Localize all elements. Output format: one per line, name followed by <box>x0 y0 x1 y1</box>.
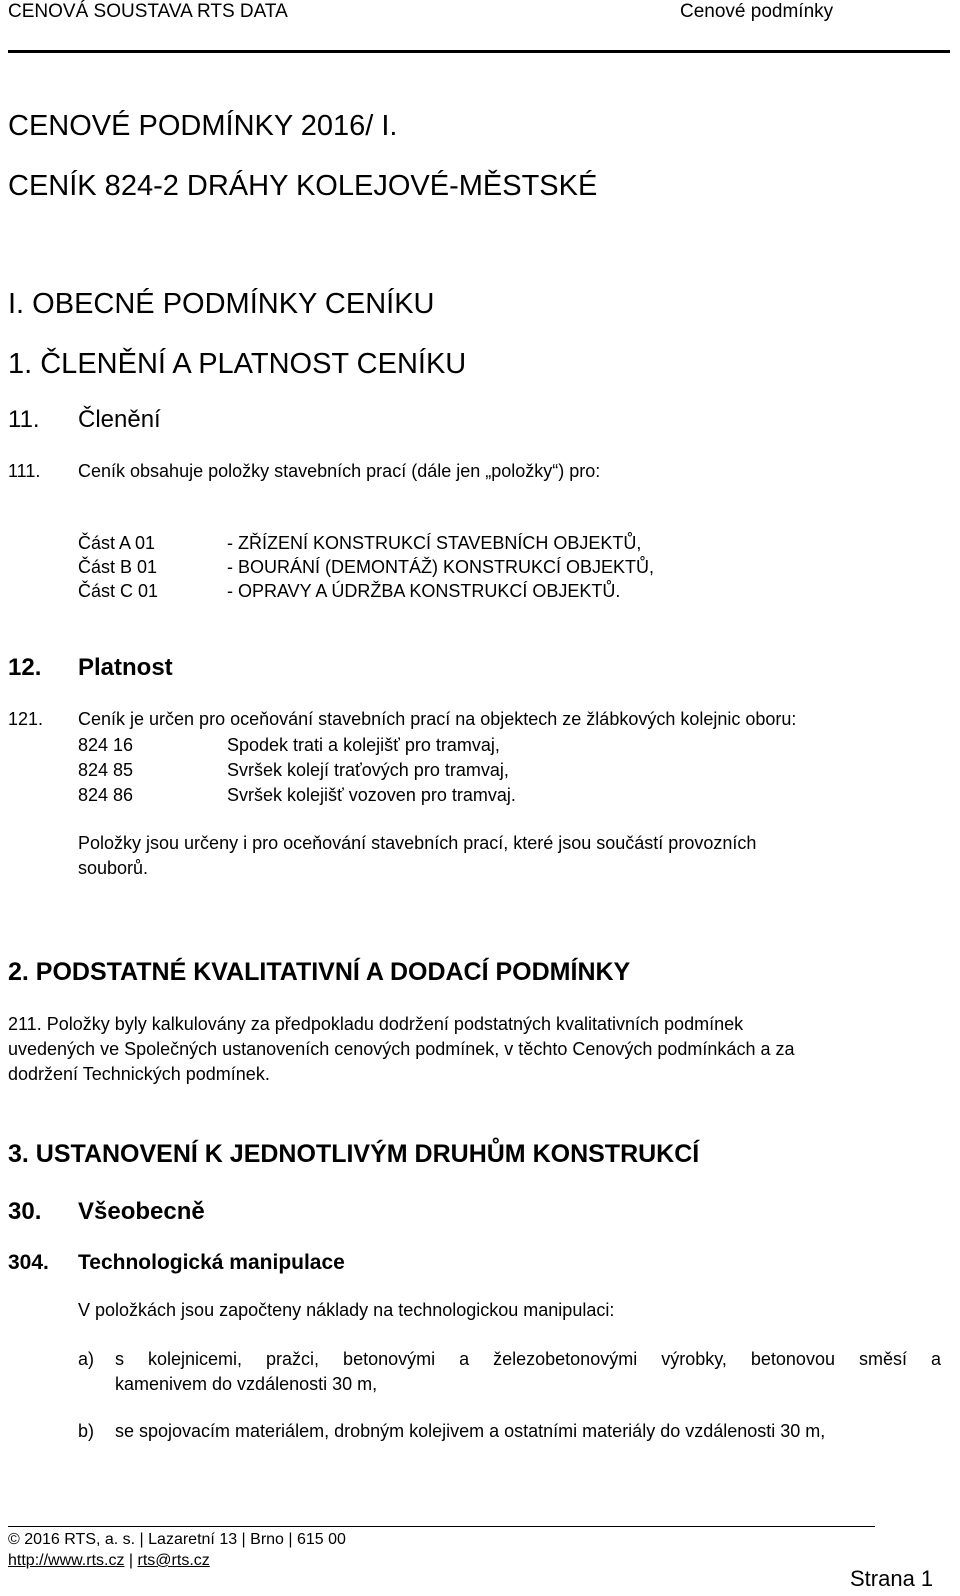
s304-intro: V položkách jsou započteny náklady na technologickou manipulaci: <box>78 1300 615 1320</box>
s121-note-line1: Položky jsou určeny i pro oceňování stavebních prací, které jsou součástí provozních <box>78 833 757 853</box>
s211-line1: 211. Položky byly kalkulovány za předpokladu dodržení podstatných kvalitativních podmínek <box>8 1014 744 1034</box>
section-i-heading: I. OBECNÉ PODMÍNKY CENÍKU <box>8 288 435 320</box>
part-desc: - ZŘÍZENÍ KONSTRUKCÍ STAVEBNÍCH OBJEKTŮ, <box>227 533 642 553</box>
title-line1: CENOVÉ PODMÍNKY 2016/ I. <box>8 110 398 142</box>
header-divider <box>8 50 950 53</box>
s211-line2: uvedených ve Společných ustanoveních cenových podmínek, v těchto Cenových podmínkách a za <box>8 1039 795 1059</box>
email-link[interactable]: rts@rts.cz <box>137 1552 210 1569</box>
part-desc: - BOURÁNÍ (DEMONTÁŽ) KONSTRUKCÍ OBJEKTŮ, <box>227 557 655 577</box>
website-link[interactable]: http://www.rts.cz <box>8 1552 125 1569</box>
list-item-a-line2: kamenivem do vzdálenosti 30 m, <box>115 1374 378 1394</box>
s11-title: Členění <box>78 406 161 433</box>
s121-note-line2: souborů. <box>78 858 149 878</box>
part-code: Část C 01 <box>78 581 159 601</box>
s111-number: 111. <box>8 461 41 481</box>
obor-code: 824 86 <box>78 785 134 805</box>
s121-text: Ceník je určen pro oceňování stavebních prací na objektech ze žlábkových kolejnic oboru: <box>78 709 797 729</box>
footer-divider <box>8 1526 875 1527</box>
part-desc: - OPRAVY A ÚDRŽBA KONSTRUKCÍ OBJEKTŮ. <box>227 581 621 601</box>
footer-contact <box>8 1552 210 1570</box>
obor-code: 824 85 <box>78 760 134 780</box>
s30-number: 30. <box>8 1198 42 1225</box>
part-code: Část A 01 <box>78 533 156 553</box>
s111-text: Ceník obsahuje položky stavebních prací (dále jen „položky“) pro: <box>78 461 601 481</box>
title-line2: CENÍK 824-2 DRÁHY KOLEJOVÉ-MĚSTSKÉ <box>8 170 598 202</box>
list-item-a-line1: s kolejnicemi, pražci, betonovými a železobetonovými výrobky, betonovou směsí a <box>115 1349 941 1369</box>
section-2-heading: 2. PODSTATNÉ KVALITATIVNÍ A DODACÍ PODMÍNKY <box>8 958 631 986</box>
s12-number: 12. <box>8 654 42 681</box>
footer-address: © 2016 RTS, a. s. | Lazaretní 13 | Brno | 615 00 <box>8 1531 346 1548</box>
header-right: Cenové podmínky <box>680 1 834 22</box>
s121-number: 121. <box>8 709 44 729</box>
obor-desc: Svršek kolejišť vozoven pro tramvaj. <box>227 785 516 805</box>
obor-desc: Svršek kolejí traťových pro tramvaj, <box>227 760 509 780</box>
s211-line3: dodržení Technických podmínek. <box>8 1064 270 1084</box>
section-3-heading: 3. USTANOVENÍ K JEDNOTLIVÝM DRUHŮM KONSTRUKCÍ <box>8 1140 700 1168</box>
obor-desc: Spodek trati a kolejišť pro tramvaj, <box>227 735 500 755</box>
s12-title: Platnost <box>78 654 173 681</box>
s30-title: Všeobecně <box>78 1198 205 1225</box>
part-code: Část B 01 <box>78 557 158 577</box>
list-item-b-line1: se spojovacím materiálem, drobným kolejivem a ostatními materiály do vzdálenosti 30 m, <box>115 1421 826 1441</box>
section-1-heading: 1. ČLENĚNÍ A PLATNOST CENÍKU <box>8 348 467 380</box>
list-label-a: a) <box>78 1349 95 1369</box>
page-number: Strana 1 <box>850 1566 934 1591</box>
header-left: CENOVÁ SOUSTAVA RTS DATA <box>8 1 288 22</box>
s304-number: 304. <box>8 1251 49 1274</box>
list-label-b: b) <box>78 1421 95 1441</box>
s11-number: 11. <box>8 406 40 433</box>
s304-title: Technologická manipulace <box>78 1251 345 1274</box>
obor-code: 824 16 <box>78 735 134 755</box>
footer-separator: | <box>128 1552 134 1569</box>
